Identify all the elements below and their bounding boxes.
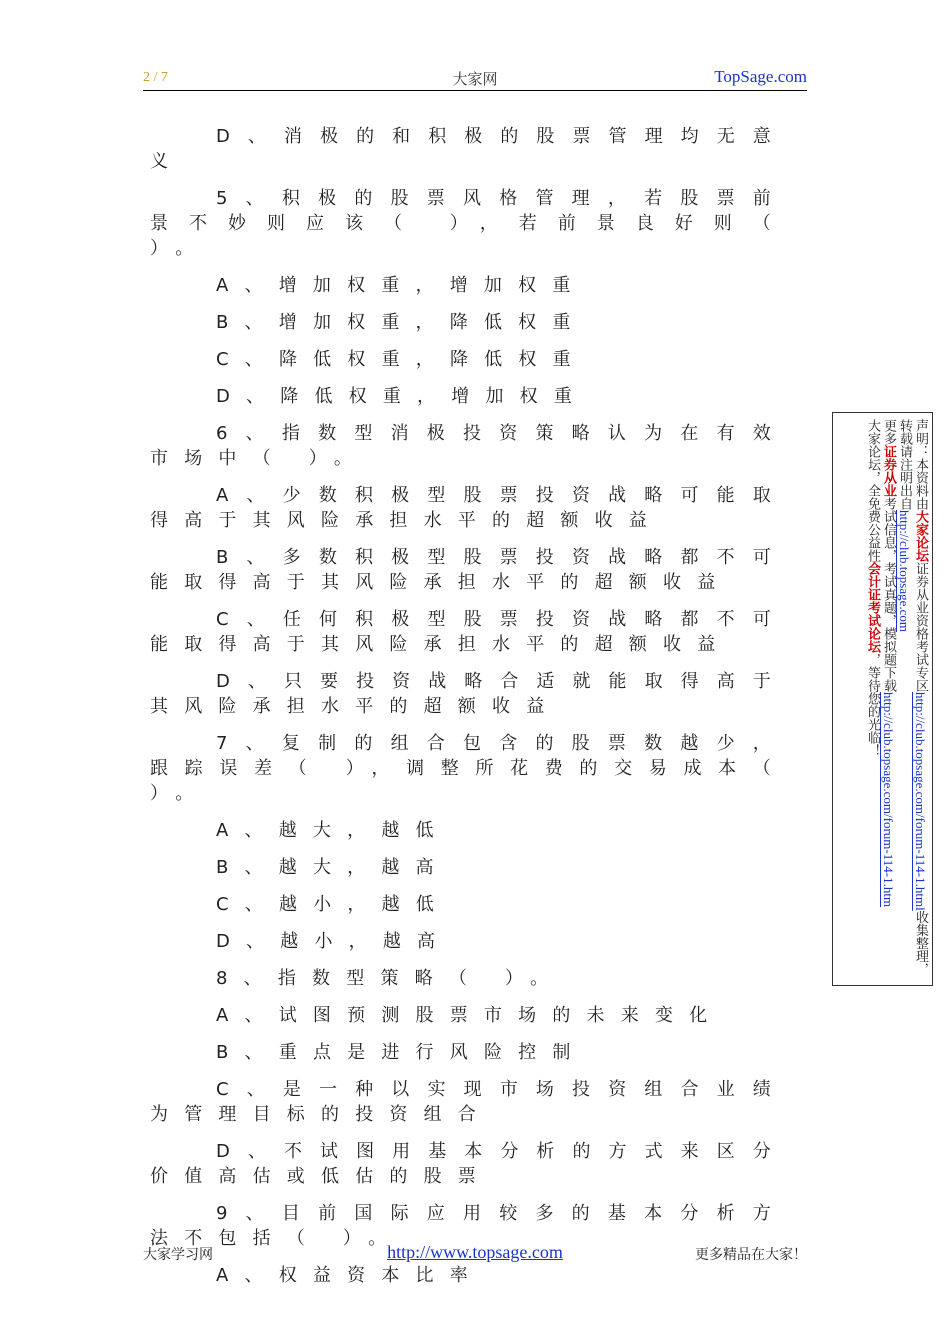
paragraph: A、少数积极型股票投资战略可能取得高于其风险承担水平的超额收益 xyxy=(150,485,787,531)
paragraph: A、试图预测股票市场的未来变化 xyxy=(216,1005,724,1026)
welcome-text: ，等待您的光临！ xyxy=(865,653,880,757)
paragraph: D、降低权重，增加权重 xyxy=(216,386,589,407)
footer-right: 更多精品在大家！ xyxy=(695,1247,807,1263)
footer-link[interactable]: http://www.topsage.com xyxy=(387,1242,563,1262)
securities-label: 证券从业 xyxy=(881,445,896,497)
paragraph: 9、目前国际应用较多的基本分析方法不包括（ ）。 xyxy=(150,1203,787,1249)
paragraph: B、多数积极型股票投资战略都不可能取得高于其风险承担水平的超额收益 xyxy=(150,547,787,593)
paragraph: D、不试图用基本分析的方式来区分价值高估或低估的股票 xyxy=(150,1141,787,1187)
page-number: 2 / 7 xyxy=(143,70,168,85)
page-header xyxy=(143,66,807,91)
disclaimer-box xyxy=(832,412,933,986)
paragraph: A、权益资本比率 xyxy=(216,1265,484,1286)
disclaimer-text xyxy=(864,419,928,979)
footer-left: 大家学习网 xyxy=(143,1247,213,1263)
paragraph: D、只要投资战略合适就能取得高于其风险承担水平的超额收益 xyxy=(150,671,787,717)
forum-name: 大家论坛 xyxy=(913,510,928,562)
download-link[interactable]: http://club.topsage.com/forum-114-1.htm xyxy=(881,692,896,908)
paragraph: B、重点是进行风险控制 xyxy=(216,1042,587,1063)
more-text: 更多 xyxy=(881,419,896,445)
brand-link[interactable]: TopSage.com xyxy=(714,67,807,86)
forum-desc: 大家论坛，全免费公益性 xyxy=(865,419,880,562)
paragraph: D、消极的和积极的股票管理均无意义 xyxy=(150,126,787,172)
repost-notice: 转载请注明出自 xyxy=(897,419,912,510)
paragraph: A、越大，越低 xyxy=(216,820,450,841)
document-body xyxy=(150,124,787,1300)
paragraph: 8、指数型策略（ ）。 xyxy=(216,968,565,989)
exam-info-text: 考试信息，考试真题，模拟题下载 xyxy=(881,497,896,692)
accounting-forum-label: 会计证考试论坛 xyxy=(865,562,880,653)
paragraph: C、越小，越低 xyxy=(216,894,450,915)
disclaimer-text-1: 声明：本资料由 xyxy=(913,419,928,510)
site-name: 大家网 xyxy=(452,70,498,88)
paragraph: C、降低权重，降低权重 xyxy=(216,349,587,370)
paragraph: 6、指数型消极投资策略认为在有效市场中（ ）。 xyxy=(150,423,787,469)
paragraph: 5、积极的股票风格管理，若股票前景不妙则应该（ ），若前景良好则（ ）。 xyxy=(150,188,787,259)
paragraph: B、增加权重，降低权重 xyxy=(216,312,587,333)
page-footer xyxy=(143,1244,807,1268)
disclaimer-text-2: 证券从业资格考试专区 xyxy=(913,562,928,692)
club-link[interactable]: http://club.topsage.com xyxy=(897,510,912,633)
paragraph: D、越小，越高 xyxy=(216,931,452,952)
paragraph: 7、复制的组合包含的股票数越少，跟踪误差（ ），调整所花费的交易成本（ ）。 xyxy=(150,733,787,804)
paragraph: C、任何积极型股票投资战略都不可能取得高于其风险承担水平的超额收益 xyxy=(150,609,787,655)
disclaimer-text-3: 收集整理， xyxy=(913,910,928,976)
paragraph: C、是一种以实现市场投资组合业绩为管理目标的投资组合 xyxy=(150,1079,787,1125)
paragraph: B、越大，越高 xyxy=(216,857,450,878)
paragraph: A、增加权重，增加权重 xyxy=(216,275,587,296)
forum-link[interactable]: http://club.topsage.com/forum-114-1.html xyxy=(913,692,928,911)
